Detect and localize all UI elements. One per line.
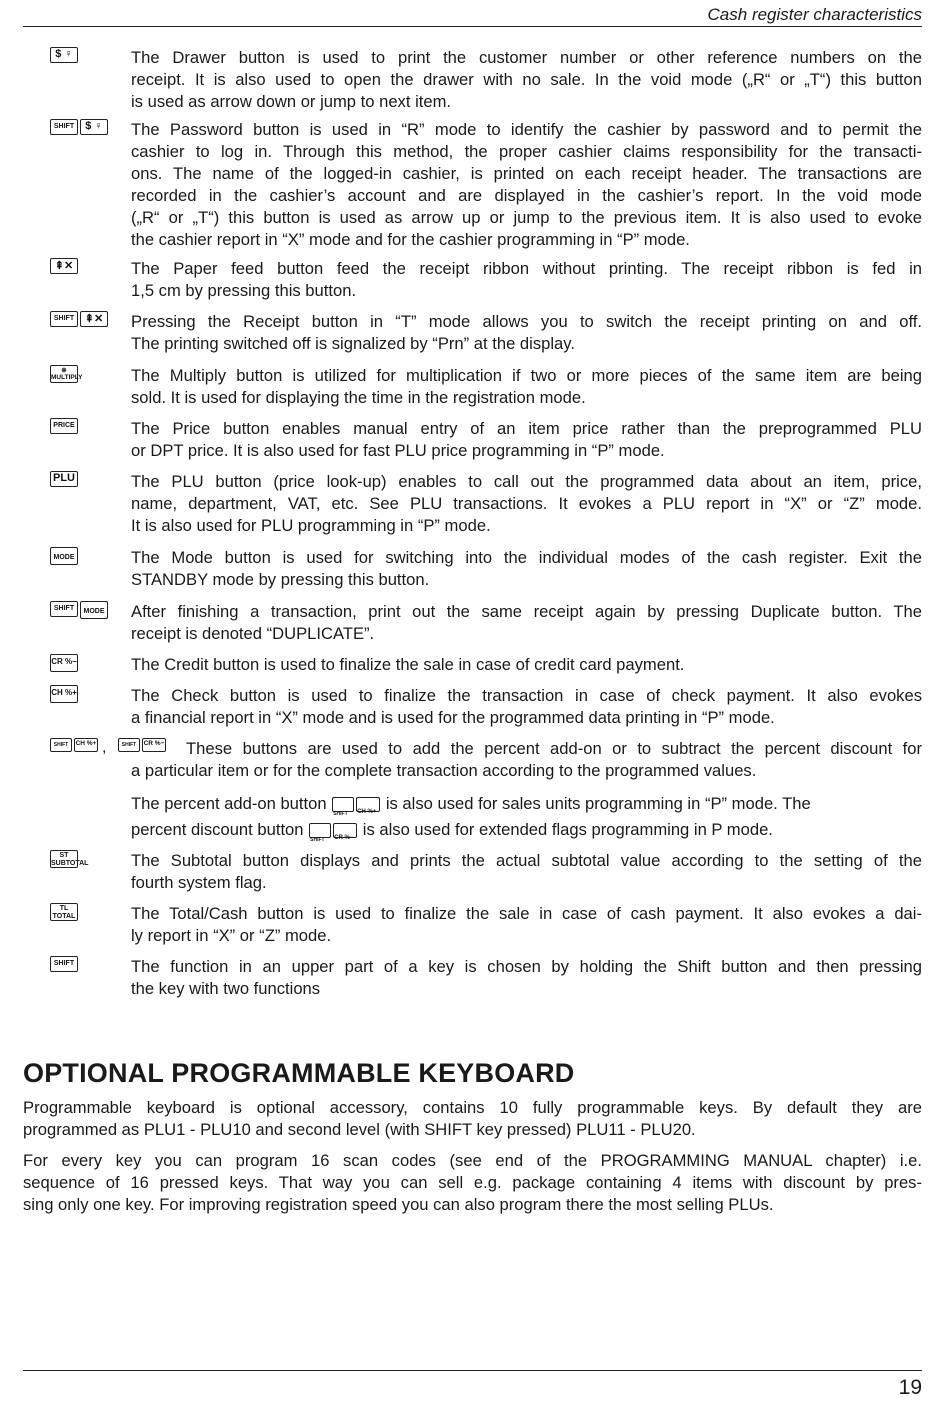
paper-feed-key-icon: ⇞✕ bbox=[80, 311, 108, 327]
mode-key-icon: MODE bbox=[80, 601, 108, 619]
key-icons bbox=[50, 685, 80, 703]
entry-description: The Paper feed button feed the receipt ribbon without printing. The receipt ribbon is fed in 1,5 cm by pressing this button. bbox=[131, 259, 922, 300]
key-icons bbox=[50, 258, 80, 274]
total-key-icon: TL TOTAL bbox=[50, 903, 78, 921]
key-icons bbox=[50, 365, 83, 383]
key-icons bbox=[50, 547, 80, 565]
check-key-icon: CH %+ bbox=[74, 738, 98, 752]
page-number: 19 bbox=[898, 1376, 922, 1399]
entry-description-continued: a particular item or for the complete transaction according to the programmed values. bbox=[131, 761, 757, 780]
mode-key-icon: MODE bbox=[50, 547, 78, 565]
section-heading: OPTIONAL PROGRAMMABLE KEYBOARD bbox=[23, 1058, 575, 1088]
percent-addon-note: The percent add-on button SHIFT CH %+ is also used for sales units programming in “P” mode. The percent discount button SHIFT CR %− is also used for extended flags programming in P mode. bbox=[131, 794, 811, 844]
key-icons bbox=[50, 956, 80, 972]
entry-description: The Check button is used to finalize the transaction in case of check payment. It also evokes a financial report in “X” mode and is used for the programmed data printing in “P” mode. bbox=[131, 686, 922, 727]
key-icons-2 bbox=[118, 738, 168, 752]
entry-description: These buttons are used to add the percent add-on or to subtract the percent discount for bbox=[186, 739, 922, 758]
entry-description: The Credit button is used to finalize the sale in case of credit card payment. bbox=[131, 655, 685, 674]
entry-description: The Password button is used in “R” mode to identify the cashier by password and to permit the cashier to log in. Through this method, the proper cashier claims responsibility for the transacti- ons. The name of the logged-in cashier, is printed on each receipt header. The transactions are recorded in the cashier’s account and are displayed in the cashier’s report. In the void mode („R“ or „T“) this button is used as arrow up or jump to the previous item. It is also used to evoke the cashier report in “X” mode and for the cashier programming in “P” mode. bbox=[131, 120, 922, 249]
plu-key-icon: PLU bbox=[50, 471, 78, 487]
entry-description: The function in an upper part of a key is chosen by holding the Shift button and then pressing the key with two functions bbox=[131, 957, 922, 998]
shift-key-icon: SHIFT bbox=[50, 311, 78, 327]
entry-description: The Drawer button is used to print the customer number or other reference numbers on the receipt. It is also used to open the drawer with no sale. In the void mode („R“ or „T“) this button is used as arrow down or jump to next item. bbox=[131, 48, 922, 111]
entry-description: The PLU button (price look-up) enables to call out the programmed data about an item, price, name, department, VAT, etc. See PLU transactions. It evokes a PLU report in “X” or “Z” mode. It is also used for PLU programming in “P” mode. bbox=[131, 472, 922, 535]
credit-key-icon: CR %− bbox=[142, 738, 166, 752]
subtotal-key-icon: ST SUBTOTAL bbox=[51, 852, 89, 867]
key-icons bbox=[50, 47, 80, 63]
check-key-icon: CH %+ bbox=[356, 797, 380, 812]
credit-key-icon: CR %− bbox=[50, 654, 78, 672]
credit-key-icon: CR %− bbox=[333, 823, 357, 838]
key-icons bbox=[50, 119, 110, 135]
running-header-title: Cash register characteristics bbox=[707, 5, 922, 24]
key-icons bbox=[50, 903, 80, 921]
entry-description: The Subtotal button displays and prints the actual subtotal value according to the setting of the fourth system flag. bbox=[131, 851, 922, 892]
page-footer-rule bbox=[23, 1370, 922, 1371]
shift-key-icon: SHIFT bbox=[332, 797, 354, 812]
entry-description: The Total/Cash button is used to finalize the sale in case of cash payment. It also evokes a dai- ly report in “X” or “Z” mode. bbox=[131, 904, 922, 945]
multiply-key-icon: ⊗ MULTIPLY bbox=[51, 367, 83, 381]
key-icons bbox=[50, 738, 100, 752]
section-paragraph-1: Programmable keyboard is optional accessory, contains 10 fully programmable keys. By default they are programmed as PLU1 - PLU10 and second level (with SHIFT key pressed) PLU11 - PLU20. bbox=[23, 1098, 922, 1139]
check-key-icon: CH %+ bbox=[50, 685, 78, 703]
key-icons bbox=[50, 311, 110, 327]
key-icons bbox=[50, 850, 89, 868]
drawer-key-icon: $ ♀ bbox=[80, 119, 108, 135]
entry-description: After finishing a transaction, print out the same receipt again by pressing Duplicate button. The receipt is denoted “DUPLICATE”. bbox=[131, 602, 922, 643]
entry-description: The Multiply button is utilized for multiplication if two or more pieces of the same item are being sold. It is used for displaying the time in the registration mode. bbox=[131, 366, 922, 407]
shift-key-icon: SHIFT bbox=[118, 738, 140, 752]
key-icons bbox=[50, 601, 110, 619]
shift-key-icon: SHIFT bbox=[50, 119, 78, 135]
shift-key-icon: SHIFT bbox=[50, 956, 78, 972]
key-icons bbox=[50, 471, 80, 487]
price-key-icon: PRICE bbox=[50, 418, 78, 434]
paper-feed-key-icon: ⇞✕ bbox=[50, 258, 78, 274]
entry-description: The Mode button is used for switching into the individual modes of the cash register. Exit the STANDBY mode by pressing this button. bbox=[131, 548, 922, 589]
entry-description: The Price button enables manual entry of an item price rather than the preprogrammed PLU or DPT price. It is also used for fast PLU price programming in “P” mode. bbox=[131, 419, 922, 460]
entry-description: Pressing the Receipt button in “T” mode allows you to switch the receipt printing on and off. The printing switched off is signalized by “Prn” at the display. bbox=[131, 312, 922, 353]
page-header bbox=[23, 4, 922, 27]
separator-comma: , bbox=[102, 739, 107, 756]
key-icons bbox=[50, 654, 80, 672]
section-paragraph-2: For every key you can program 16 scan codes (see end of the PROGRAMMING MANUAL chapter) i.e. sequence of 16 pressed keys. That way you can sell e.g. package containing 4 items with discount by pres- sing only one key. For improving registration speed you can also program there the most selling PLUs. bbox=[23, 1151, 922, 1214]
drawer-key-icon: $ ♀ bbox=[50, 47, 78, 63]
key-icons bbox=[50, 418, 80, 434]
shift-key-icon: SHIFT bbox=[50, 738, 72, 752]
shift-key-icon: SHIFT bbox=[309, 823, 331, 838]
shift-key-icon: SHIFT bbox=[50, 601, 78, 617]
